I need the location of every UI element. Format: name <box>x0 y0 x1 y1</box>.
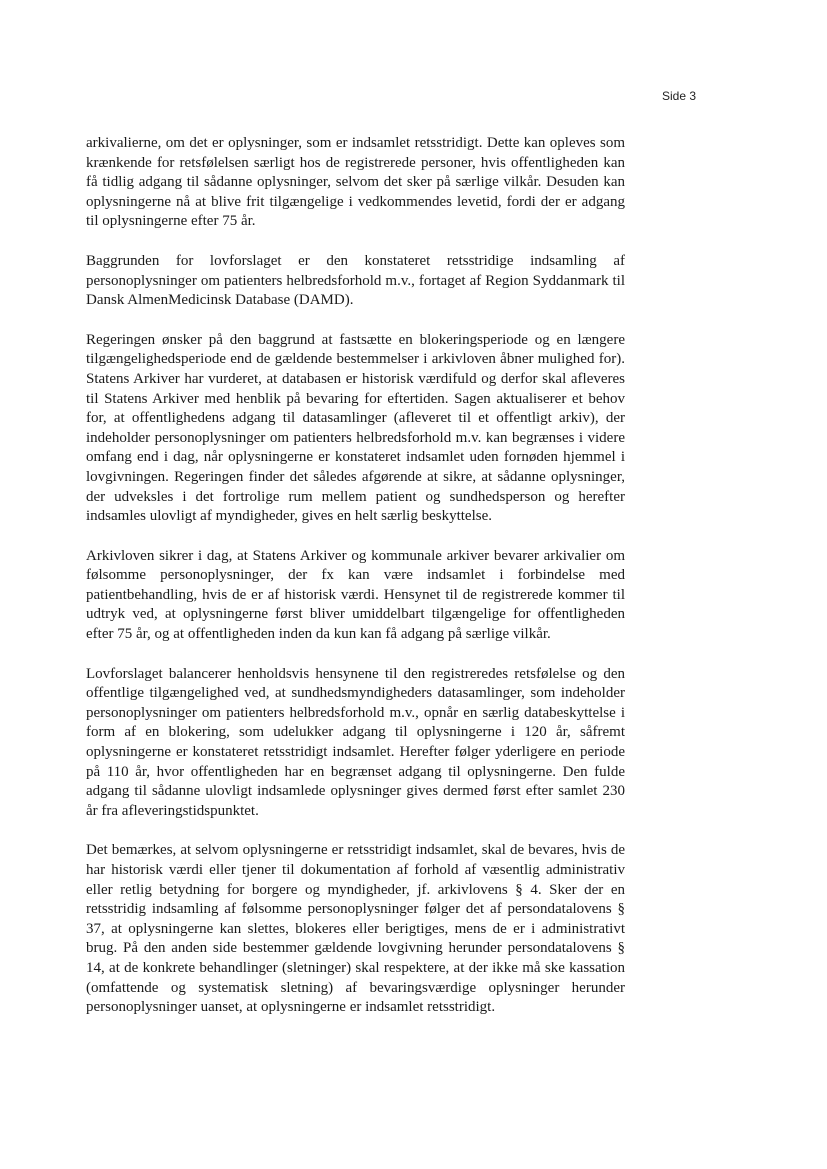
body-paragraph-4: Arkivloven sikrer i dag, at Statens Arkiver og kommunale arkiver bevarer arkivalier om følsomme personoplysninger, der fx kan være indsamlet i forbindelse med patientbehandling, hvis de er af historisk værdi. Hensynet til de registrerede kommer til udtryk ved, at oplysningerne først bliver umiddelbart tilgængelige for offentligheden efter 75 år, og at offentligheden inden da kun kan få adgang på særlige vilkår. <box>86 547 625 643</box>
body-paragraph-3: Regeringen ønsker på den baggrund at fastsætte en blokeringsperiode og en længere tilgængelighedsperiode end de gældende bestemmelser i arkivloven åbner mulighed for). Statens Arkiver har vurderet, at databasen er historisk værdifuld og derfor skal afleveres til Statens Arkiver med henblik på bevaring for eftertiden. Sagen aktualiserer et behov for, at offentlighedens adgang til datasamlinger (afleveret til et offentligt arkiv), der indeholder personoplysninger om patienters helbredsforhold m.v. kan begrænses i videre omfang end i dag, når oplysningerne er konstateret indsamlet uden fornøden hjemmel i lovgivningen. Regeringen finder det således afgørende at sikre, at sådanne oplysninger, der udveksles i det fortrolige rum mellem patient og sundhedsperson og herefter indsamles ulovligt af myndigheder, gives en helt særlig beskyttelse. <box>86 331 625 525</box>
page-number: Side 3 <box>662 89 697 103</box>
body-paragraph-5: Lovforslaget balancerer henholdsvis hensynene til den registreredes retsfølelse og den offentlige tilgængelighed ved, at sundhedsmyndigheders datasamlinger, som indeholder personoplysninger om patienters helbredsforhold m.v., opnår en særlig databeskyttelse i form af en blokering, som udelukker adgang til oplysningerne i 120 år, såfremt oplysningerne er konstateret retsstridigt indsamlet. Herefter følger yderligere en periode på 110 år, hvor offentligheden har en begrænset adgang til oplysningerne. Den fulde adgang til sådanne ulovligt indsamlede oplysninger gives dermed først efter samlet 230 år fra afleveringstidspunktet. <box>86 665 625 819</box>
body-paragraph-1: arkivalierne, om det er oplysninger, som er indsamlet retsstridigt. Dette kan opleves som krænkende for retsfølelsen særligt hos de registrerede personer, hvis offentligheden kan få tidlig adgang til sådanne oplysninger, selvom det sker på særlige vilkår. Desuden kan oplysningerne nå at blive frit tilgængelige i vedkommendes levetid, fordi der er adgang til oplysningerne efter 75 år. <box>86 135 625 230</box>
body-paragraph-2: Baggrunden for lovforslaget er den konstateret retsstridige indsamling af personoplysninger om patienters helbredsforhold m.v., fortaget af Region Syddanmark til Dansk AlmenMedicinsk Database (DAMD). <box>86 252 625 309</box>
body-paragraph-6: Det bemærkes, at selvom oplysningerne er retsstridigt indsamlet, skal de bevares, hvis de har historisk værdi eller tjener til dokumentation af forhold af væsentlig administrativ eller retlig betydning for borgere og myndigheder, jf. arkivlovens § 4. Sker der en retsstridig indsamling af følsomme personoplysninger følger det af persondatalovens § 37, at oplysningerne kan slettes, blokeres eller berigtiges, mens de er i administrativt brug. På den anden side bestemmer gældende lovgivning herunder persondatalovens § 14, at de konkrete behandlinger (sletninger) skal respektere, at der ikke må ske kassation (omfattende og systematisk sletning) af bevaringsværdige oplysninger herunder personoplysninger uanset, at oplysningerne er indsamlet retsstridigt. <box>86 842 625 1016</box>
document-body <box>86 134 625 1038</box>
